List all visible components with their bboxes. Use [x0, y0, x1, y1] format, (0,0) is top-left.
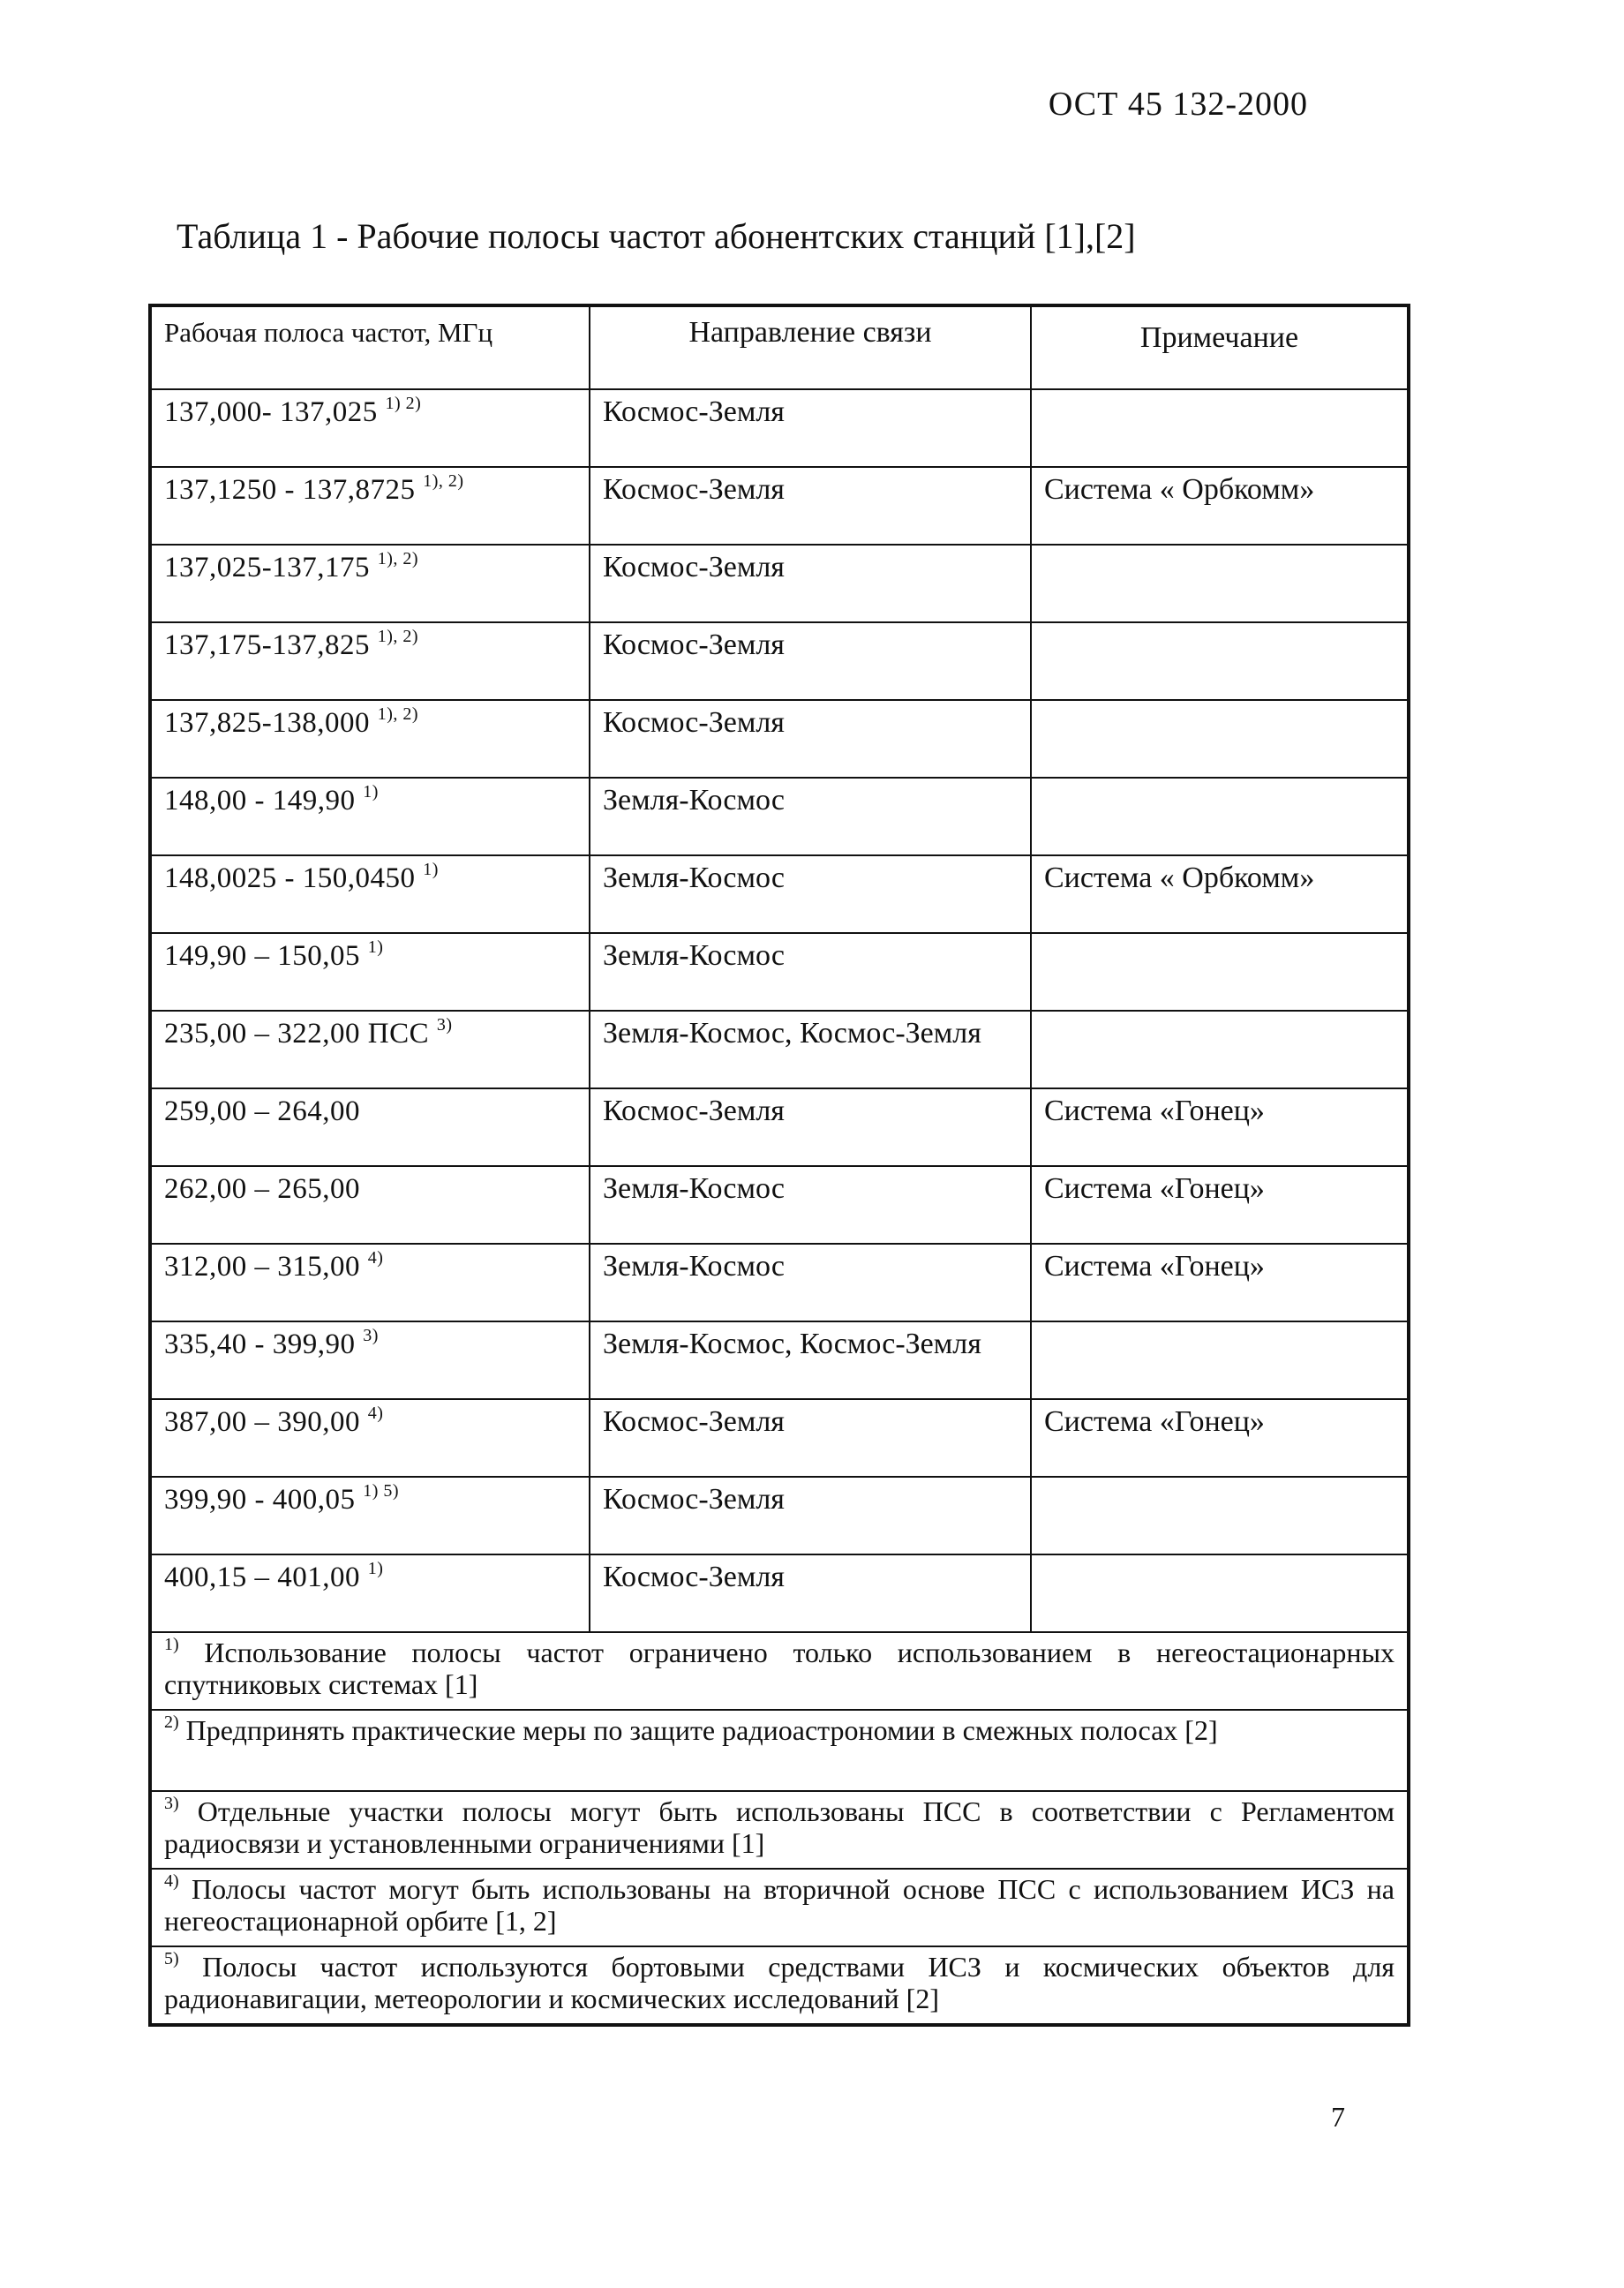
cell-note: Система «Гонец» [1031, 1244, 1409, 1321]
cell-band [150, 700, 590, 778]
cell-band [150, 1321, 590, 1399]
document-code: ОСТ 45 132-2000 [1048, 86, 1308, 123]
cell-band [150, 1554, 590, 1632]
cell-direction: Земля-Космос [590, 933, 1031, 1011]
footnote-row [150, 1791, 1409, 1869]
table-row [150, 1477, 1409, 1554]
footnote-ref: 4) [367, 1404, 384, 1423]
footnote-row [150, 1869, 1409, 1946]
footnote-row [150, 1710, 1409, 1791]
band-value: 137,175-137,825 [164, 629, 370, 661]
band-value: 235,00 – 322,00 ПСС [164, 1018, 430, 1050]
cell-note: Система « Орбкомм» [1031, 467, 1409, 545]
table-row [150, 1244, 1409, 1321]
cell-note [1031, 933, 1409, 1011]
footnote-cell [150, 1791, 1409, 1869]
band-value: 312,00 – 315,00 [164, 1251, 360, 1283]
cell-note: Система «Гонец» [1031, 1088, 1409, 1166]
cell-band [150, 1244, 590, 1321]
cell-note [1031, 778, 1409, 855]
footnote-text: Использование полосы частот ограничено только использованием в негеостационарных спутниковых системах [1] [164, 1637, 1395, 1700]
cell-band [150, 1088, 590, 1166]
table-row [150, 545, 1409, 622]
footnote-ref: 1), 2) [377, 549, 419, 568]
footnote-ref: 3) [363, 1326, 379, 1345]
cell-band [150, 933, 590, 1011]
footnote-text: Полосы частот могут быть использованы на вторичной основе ПСС с использованием ИСЗ на негеостационарной орбите [1, 2] [164, 1873, 1395, 1937]
cell-note: Система «Гонец» [1031, 1399, 1409, 1477]
cell-direction: Земля-Космос [590, 1166, 1031, 1244]
band-value: 137,025-137,175 [164, 552, 370, 583]
cell-note: Система « Орбкомм» [1031, 855, 1409, 933]
table-row [150, 1088, 1409, 1166]
footnote-ref: 1) 2) [385, 394, 422, 413]
footnote-cell [150, 1632, 1409, 1710]
band-value: 148,0025 - 150,0450 [164, 862, 416, 894]
frequency-bands-table [148, 304, 1410, 2027]
cell-direction: Земля-Космос [590, 778, 1031, 855]
cell-band [150, 622, 590, 700]
footnote-ref: 1) [363, 782, 379, 802]
band-value: 387,00 – 390,00 [164, 1406, 360, 1438]
footnote-ref: 1) [367, 1559, 384, 1578]
table-row [150, 855, 1409, 933]
cell-note [1031, 700, 1409, 778]
footnote-ref: 3) [436, 1015, 453, 1035]
footnote-ref: 1), 2) [423, 471, 464, 491]
footnote-mark: 3) [164, 1794, 179, 1813]
cell-band [150, 855, 590, 933]
cell-direction: Космос-Земля [590, 1554, 1031, 1632]
footnote-ref: 1) [367, 937, 384, 957]
column-header-band: Рабочая полоса частот, МГц [150, 305, 590, 389]
footnote-ref: 4) [367, 1248, 384, 1268]
page-number: 7 [1331, 2101, 1345, 2133]
cell-direction: Космос-Земля [590, 622, 1031, 700]
cell-note [1031, 622, 1409, 700]
band-value: 137,000- 137,025 [164, 396, 378, 428]
table-row [150, 1554, 1409, 1632]
cell-band [150, 545, 590, 622]
band-value: 137,1250 - 137,8725 [164, 474, 416, 506]
cell-direction: Космос-Земля [590, 545, 1031, 622]
footnote-ref: 1) [423, 860, 439, 879]
cell-note [1031, 1321, 1409, 1399]
table-row [150, 700, 1409, 778]
cell-band [150, 389, 590, 467]
cell-band [150, 1399, 590, 1477]
cell-note: Система «Гонец» [1031, 1166, 1409, 1244]
band-value: 259,00 – 264,00 [164, 1095, 360, 1127]
footnote-text: Полосы частот используются бортовыми средствами ИСЗ и космических объектов для радионавигации, метеорологии и космических исследований [2] [164, 1951, 1395, 2014]
cell-note [1031, 1554, 1409, 1632]
cell-direction: Земля-Космос, Космос-Земля [590, 1321, 1031, 1399]
band-value: 335,40 - 399,90 [164, 1328, 356, 1360]
band-value: 262,00 – 265,00 [164, 1173, 360, 1205]
cell-direction: Космос-Земля [590, 700, 1031, 778]
footnote-mark: 2) [164, 1712, 179, 1732]
table-row [150, 933, 1409, 1011]
cell-direction: Земля-Космос [590, 855, 1031, 933]
cell-direction: Космос-Земля [590, 467, 1031, 545]
cell-note [1031, 1477, 1409, 1554]
table-row [150, 389, 1409, 467]
band-value: 148,00 - 149,90 [164, 785, 356, 817]
footnote-text: Отдельные участки полосы могут быть использованы ПСС в соответствии с Регламентом радиосвязи и установленными ограничениями [1] [164, 1795, 1395, 1859]
cell-direction: Земля-Космос, Космос-Земля [590, 1011, 1031, 1088]
table-title: Таблица 1 - Рабочие полосы частот абонентских станций [1],[2] [177, 216, 1136, 256]
column-header-direction: Направление связи [590, 305, 1031, 389]
cell-band [150, 1166, 590, 1244]
band-value: 149,90 – 150,05 [164, 940, 360, 972]
column-header-note: Примечание [1031, 305, 1409, 389]
footnote-ref: 1), 2) [377, 704, 419, 724]
cell-direction: Земля-Космос [590, 1244, 1031, 1321]
cell-direction: Космос-Земля [590, 389, 1031, 467]
cell-note [1031, 545, 1409, 622]
cell-direction: Космос-Земля [590, 1088, 1031, 1166]
footnote-cell [150, 1710, 1409, 1791]
cell-band [150, 1477, 590, 1554]
cell-direction: Космос-Земля [590, 1399, 1031, 1477]
band-value: 137,825-138,000 [164, 707, 370, 739]
table-row [150, 622, 1409, 700]
footnote-cell [150, 1869, 1409, 1946]
cell-band [150, 467, 590, 545]
footnote-ref: 1) 5) [363, 1481, 400, 1501]
cell-band [150, 778, 590, 855]
table-row [150, 467, 1409, 545]
band-value: 399,90 - 400,05 [164, 1484, 356, 1516]
table-row [150, 1321, 1409, 1399]
footnote-mark: 1) [164, 1635, 179, 1654]
cell-note [1031, 1011, 1409, 1088]
table-row [150, 1011, 1409, 1088]
footnote-cell [150, 1946, 1409, 2025]
footnote-mark: 4) [164, 1871, 179, 1891]
cell-note [1031, 389, 1409, 467]
footnote-row [150, 1946, 1409, 2025]
band-value: 400,15 – 401,00 [164, 1562, 360, 1593]
table-row [150, 1399, 1409, 1477]
cell-band [150, 1011, 590, 1088]
table-row [150, 1166, 1409, 1244]
footnote-row [150, 1632, 1409, 1710]
footnote-mark: 5) [164, 1949, 179, 1968]
table-header-row [150, 305, 1409, 389]
cell-direction: Космос-Земля [590, 1477, 1031, 1554]
footnote-text: Предпринять практические меры по защите радиоастрономии в смежных полосах [2] [185, 1714, 1218, 1746]
table-row [150, 778, 1409, 855]
footnote-ref: 1), 2) [377, 627, 419, 646]
